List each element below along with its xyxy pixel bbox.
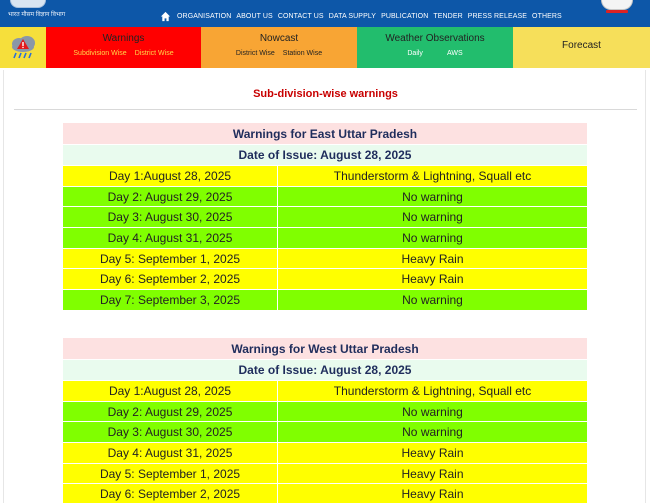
menu-nowcast[interactable] — [201, 27, 357, 68]
day-cell: Day 4: August 31, 2025 — [63, 228, 278, 249]
table-title: Warnings for East Uttar Pradesh — [63, 123, 588, 145]
menu-nowcast-station-wise[interactable]: Station Wise — [282, 50, 323, 57]
menu-warnings[interactable] — [46, 27, 201, 68]
table-row — [63, 401, 588, 422]
table-row — [63, 290, 588, 311]
day-cell: Day 5: September 1, 2025 — [63, 248, 278, 269]
menu-warnings-title[interactable]: Warnings — [102, 33, 145, 44]
warning-cell: No warning — [278, 228, 588, 249]
table-row — [63, 443, 588, 464]
menu-forecast[interactable] — [513, 27, 650, 68]
menu-nowcast-district-wise[interactable]: District Wise — [235, 50, 275, 57]
content-panel — [3, 70, 646, 503]
table-row — [63, 269, 588, 290]
table-row — [63, 166, 588, 187]
menu-observations-aws[interactable]: AWS — [446, 50, 463, 57]
warning-cell: No warning — [278, 422, 588, 443]
logo-caption: भारत मौसम विज्ञान विभाग — [8, 12, 66, 18]
date-of-issue: Date of Issue: August 28, 2025 — [63, 145, 588, 166]
warning-cell: No warning — [278, 401, 588, 422]
warning-cell: Heavy Rain — [278, 484, 588, 503]
table-row — [63, 248, 588, 269]
day-cell: Day 7: September 3, 2025 — [63, 290, 278, 311]
warnings-table-east-up — [62, 122, 588, 311]
warning-cell: No warning — [278, 207, 588, 228]
top-navigation — [160, 10, 567, 22]
nav-about-us[interactable]: ABOUT US — [236, 12, 273, 20]
cloud-rain-warning-icon — [8, 33, 38, 61]
divider — [14, 109, 637, 110]
table-row — [63, 186, 588, 207]
warning-cell: No warning — [278, 290, 588, 311]
day-cell: Day 1:August 28, 2025 — [63, 381, 278, 402]
day-cell: Day 4: August 31, 2025 — [63, 443, 278, 464]
warning-cell: No warning — [278, 186, 588, 207]
day-cell: Day 2: August 29, 2025 — [63, 401, 278, 422]
day-cell: Day 1:August 28, 2025 — [63, 166, 278, 187]
seal-logo[interactable] — [598, 0, 636, 14]
warning-cell: Thunderstorm & Lightning, Squall etc — [278, 381, 588, 402]
menu-observations-daily[interactable]: Daily — [407, 50, 423, 57]
day-cell: Day 3: August 30, 2025 — [63, 207, 278, 228]
page-title: Sub-division-wise warnings — [253, 88, 398, 100]
seal-stripe — [606, 10, 628, 13]
warning-cell: Heavy Rain — [278, 443, 588, 464]
warnings-table-west-up — [62, 337, 588, 503]
table-title: Warnings for West Uttar Pradesh — [63, 338, 588, 360]
menu-subdivision-wise[interactable]: Subdivision Wise — [73, 50, 127, 57]
day-cell: Day 2: August 29, 2025 — [63, 186, 278, 207]
seal-icon — [601, 0, 633, 10]
table-row — [63, 422, 588, 443]
nav-organisation[interactable]: ORGANISATION — [177, 12, 232, 20]
emblem-icon — [10, 0, 46, 8]
warning-cell: Thunderstorm & Lightning, Squall etc — [278, 166, 588, 187]
menu-district-wise[interactable]: District Wise — [134, 50, 174, 57]
table-row — [63, 207, 588, 228]
menu-observations-title[interactable]: Weather Observations — [385, 33, 485, 44]
nav-tender[interactable]: TENDER — [433, 12, 463, 20]
menu-nowcast-title[interactable]: Nowcast — [259, 33, 299, 44]
table-row — [63, 381, 588, 402]
weather-icon-cell — [0, 27, 46, 68]
nav-contact-us[interactable]: CONTACT US — [277, 12, 324, 20]
day-cell: Day 3: August 30, 2025 — [63, 422, 278, 443]
warning-cell: Heavy Rain — [278, 269, 588, 290]
nav-publication[interactable]: PUBLICATION — [381, 12, 429, 20]
nav-data-supply[interactable]: DATA SUPPLY — [328, 12, 377, 20]
table-row — [63, 228, 588, 249]
day-cell: Day 5: September 1, 2025 — [63, 463, 278, 484]
date-of-issue: Date of Issue: August 28, 2025 — [63, 360, 588, 381]
main-menu — [0, 27, 650, 68]
site-header — [0, 0, 650, 27]
menu-weather-observations[interactable] — [357, 27, 513, 68]
warning-cell: Heavy Rain — [278, 248, 588, 269]
home-icon[interactable] — [160, 11, 171, 22]
table-row — [63, 484, 588, 503]
imd-logo[interactable] — [6, 0, 66, 20]
warning-cell: Heavy Rain — [278, 463, 588, 484]
menu-forecast-title[interactable]: Forecast — [562, 40, 601, 51]
table-row — [63, 463, 588, 484]
nav-press-release[interactable]: PRESS RELEASE — [467, 12, 528, 20]
nav-others[interactable]: OTHERS — [532, 12, 562, 20]
day-cell: Day 6: September 2, 2025 — [63, 484, 278, 503]
day-cell: Day 6: September 2, 2025 — [63, 269, 278, 290]
